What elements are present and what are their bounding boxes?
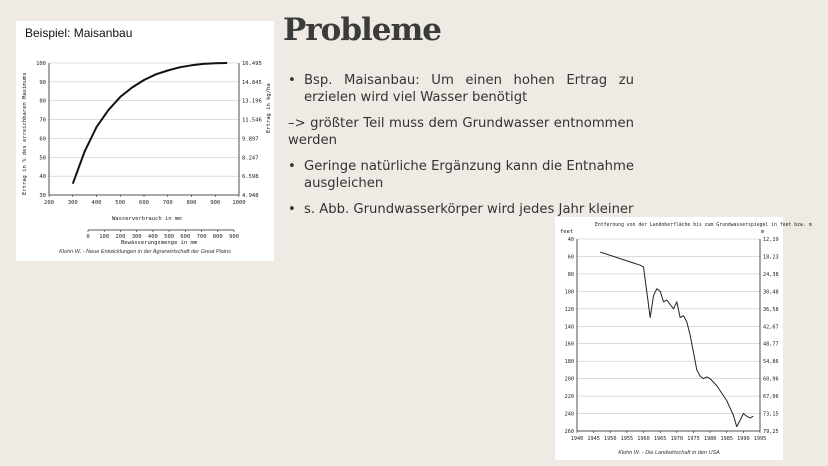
x-tick-label: 1955 — [620, 436, 634, 442]
y2-tick-label: 48,77 — [763, 341, 779, 348]
y-tick-label: 160 — [564, 341, 574, 348]
y2-tick-label: 4.948 — [242, 193, 259, 199]
x-tick-label: 1960 — [637, 436, 650, 442]
bullet-marker: • — [288, 202, 296, 217]
y2-tick-label: 11.546 — [242, 117, 262, 124]
y2-tick-label: 16.495 — [242, 61, 262, 67]
x2-axis-label: Bewässerungsmenge in mm — [121, 240, 198, 246]
x2-tick-label: 400 — [147, 234, 158, 240]
bullet-marker: • — [288, 73, 296, 88]
y-tick-label: 80 — [39, 98, 46, 105]
y2-tick-label: 30,48 — [763, 289, 779, 296]
figure-heading: Beispiel: Maisanbau — [25, 26, 133, 40]
y-tick-label: 90 — [39, 79, 46, 86]
bullet-text: –> größter Teil muss dem Grundwasser entnommen werden — [288, 116, 634, 148]
y2-tick-label: 18,23 — [763, 254, 779, 261]
bullet-text: Geringe natürliche Ergänzung kann die Entnahme ausgleichen — [304, 159, 634, 191]
yield-curve — [73, 63, 227, 184]
y-tick-label: 60 — [39, 136, 46, 143]
y-axis-label: Ertrag in % des erreichbaren Maximums — [22, 72, 28, 195]
figure-caption: Klohn W. - Neue Entwicklungen in der Agrarwirtschaft der Great Plains — [59, 249, 231, 255]
x-tick-label: 700 — [162, 200, 173, 206]
x-tick-label: 1970 — [670, 436, 684, 442]
x-tick-label: 1965 — [653, 436, 667, 442]
bullet-marker: • — [288, 159, 296, 174]
x2-tick-label: 600 — [180, 234, 191, 240]
y-tick-label: 240 — [564, 411, 574, 418]
y2-axis-label: Ertrag in kg/ha — [266, 83, 272, 133]
x-tick-label: 500 — [115, 200, 126, 206]
x-tick-label: 600 — [139, 200, 149, 206]
y-tick-label: 100 — [564, 289, 574, 296]
bullet-text: Bsp. Maisanbau: Um einen hohen Ertrag zu erzielen wird viel Wasser benötigt — [304, 73, 634, 105]
x-axis-label: Wasserverbrauch in mm — [112, 216, 182, 222]
y2-tick-label: 67,06 — [763, 394, 779, 401]
x-tick-label: 400 — [91, 200, 102, 206]
slide-title: Probleme — [283, 12, 442, 48]
bullet-item — [288, 72, 634, 106]
y2-tick-label: 73,15 — [763, 411, 779, 418]
x2-tick-label: 0 — [86, 234, 90, 240]
x-tick-label: 1985 — [720, 436, 733, 442]
y2-tick-label: 42,67 — [763, 324, 779, 331]
x-tick-label: 300 — [67, 200, 78, 206]
y-tick-label: 40 — [39, 174, 46, 181]
x2-tick-label: 800 — [212, 234, 223, 240]
y2-tick-label: 79,25 — [763, 429, 779, 435]
bullet-item — [288, 158, 634, 192]
x-tick-label: 1975 — [687, 436, 700, 442]
y2-tick-label: 24,38 — [763, 271, 779, 278]
groundwater-chart — [555, 217, 812, 449]
bullet-list — [288, 72, 634, 227]
y-tick-label: 80 — [567, 271, 574, 278]
x2-tick-label: 700 — [196, 234, 207, 240]
y-tick-label: 180 — [564, 359, 574, 366]
y2-tick-label: 13.196 — [242, 98, 262, 105]
y-tick-label: 40 — [567, 237, 574, 243]
maize-yield-figure — [16, 21, 274, 261]
yield-chart — [16, 21, 274, 247]
x-tick-label: 1940 — [570, 436, 584, 442]
y2-tick-label: 12,19 — [763, 237, 779, 243]
bullet-item — [288, 201, 634, 218]
y2-tick-label: 54,86 — [763, 359, 779, 366]
y-tick-label: 50 — [39, 155, 46, 162]
y2-tick-label: 8.247 — [242, 155, 259, 162]
y2-tick-label: 14.845 — [242, 79, 262, 86]
y2-axis-label: m — [761, 229, 765, 235]
x-tick-label: 900 — [210, 200, 221, 206]
x-tick-label: 1000 — [232, 200, 246, 206]
x2-tick-label: 200 — [115, 234, 126, 240]
figure-caption: Klohn W. - Die Landwirtschaft in den USA — [618, 450, 720, 456]
x-tick-label: 1950 — [604, 436, 617, 442]
x-tick-label: 1980 — [703, 436, 717, 442]
x-tick-label: 800 — [186, 200, 197, 206]
x2-tick-label: 500 — [164, 234, 175, 240]
bullet-continuation — [288, 115, 634, 149]
groundwater-line — [600, 252, 753, 427]
y-tick-label: 220 — [564, 394, 574, 401]
y-tick-label: 200 — [564, 376, 574, 383]
x2-tick-label: 300 — [131, 234, 142, 240]
y-tick-label: 100 — [36, 61, 46, 67]
bullet-text: s. Abb. Grundwasserkörper wird jedes Jahr kleiner — [304, 202, 634, 217]
x-tick-label: 1945 — [587, 436, 600, 442]
y2-tick-label: 6.598 — [242, 174, 259, 181]
groundwater-figure — [555, 217, 812, 460]
x2-tick-label: 900 — [229, 234, 239, 240]
y-tick-label: 140 — [564, 324, 574, 331]
y2-tick-label: 60,96 — [763, 376, 779, 383]
chart-title: Entfernung von der Landoberfläche bis zum Grundwasserspiegel in feet bzw. m — [595, 223, 812, 228]
y-tick-label: 70 — [39, 117, 46, 124]
x2-tick-label: 100 — [99, 234, 110, 240]
x-tick-label: 1990 — [737, 436, 750, 442]
y2-tick-label: 36,58 — [763, 306, 779, 313]
x-tick-label: 200 — [44, 200, 54, 206]
y-tick-label: 260 — [564, 429, 574, 435]
x-tick-label: 1995 — [753, 436, 767, 442]
y-tick-label: 60 — [567, 254, 574, 261]
y-tick-label: 30 — [39, 193, 46, 199]
y-axis-label: feet — [560, 229, 574, 235]
y-tick-label: 120 — [564, 306, 574, 313]
y2-tick-label: 9.897 — [242, 136, 259, 143]
